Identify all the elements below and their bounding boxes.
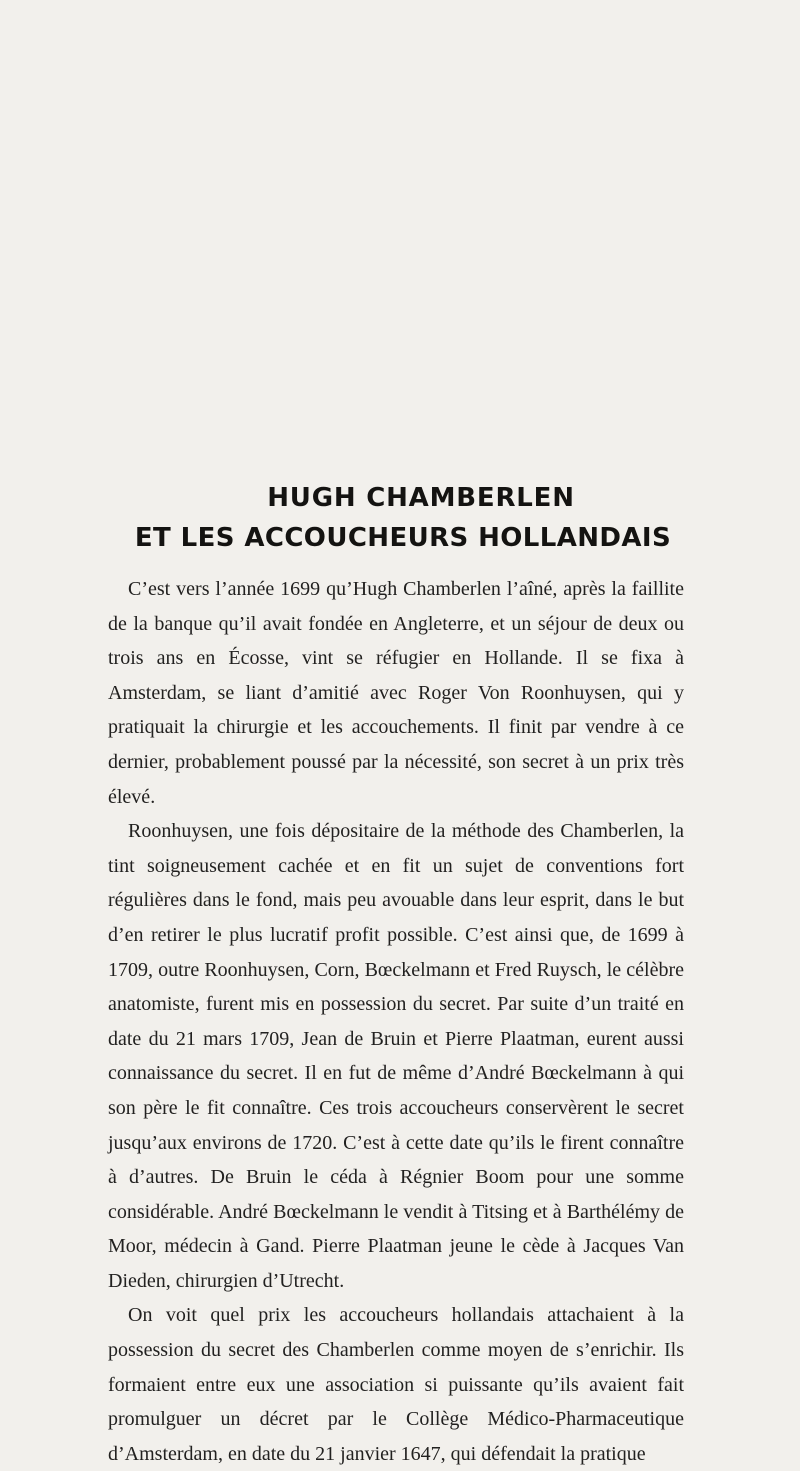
body-text — [108, 572, 684, 1471]
paragraph-1: C’est vers l’année 1699 qu’Hugh Chamberlen l’aîné, après la faillite de la banque qu’il avait fondée en Angleterre, et un séjour de deux ou trois ans en Écosse, vint se réfugier en Hollande. Il se fixa à Amsterdam, se liant d’amitié avec Roger Von Roonhuysen, qui y pratiquait la chirurgie et les accouchements. Il finit par vendre à ce dernier, probablement poussé par la nécessité, son secret à un prix très élevé. — [108, 578, 684, 808]
chapter-title — [0, 478, 800, 558]
title-line-2: ET LES ACCOUCHEURS HOLLANDAIS — [134, 523, 672, 553]
paragraph-2: Roonhuysen, une fois dépositaire de la méthode des Chamberlen, la tint soigneusement cachée et en fit un sujet de conventions fort régulières dans le fond, mais peu avouable dans leur esprit, dans le but d’en retirer le plus lucratif profit possible. C’est ainsi que, de 1699 à 1709, outre Roonhuysen, Corn, Bœckelmann et Fred Ruysch, le célèbre anatomiste, furent mis en possession du secret. Par suite d’un traité en date du 21 mars 1709, Jean de Bruin et Pierre Plaatman, eurent aussi connaissance du secret. Il en fut de même d’André Bœckelmann à qui son père le fit connaître. Ces trois accoucheurs conservèrent le secret jusqu’aux environs de 1720. C’est à cette date qu’ils le firent connaître à d’autres. De Bruin le céda à Régnier Boom pour une somme considérable. André Bœckelmann le vendit à Titsing et à Barthélémy de Moor, médecin à Gand. Pierre Plaatman jeune le cède à Jacques Van Dieden, chirurgien d’Utrecht. — [108, 820, 684, 1292]
paragraph-3: On voit quel prix les accoucheurs hollandais attachaient à la possession du secret des Chamberlen comme moyen de s’enrichir. Ils formaient entre eux une association si puissante qu’ils avaient fait promulguer un décret par le Collège Médico-Pharmaceutique d’Amsterdam, en date du 21 janvier 1647, qui défendait la pratique — [108, 1304, 684, 1465]
title-line-1: HUGH CHAMBERLEN — [267, 483, 575, 513]
